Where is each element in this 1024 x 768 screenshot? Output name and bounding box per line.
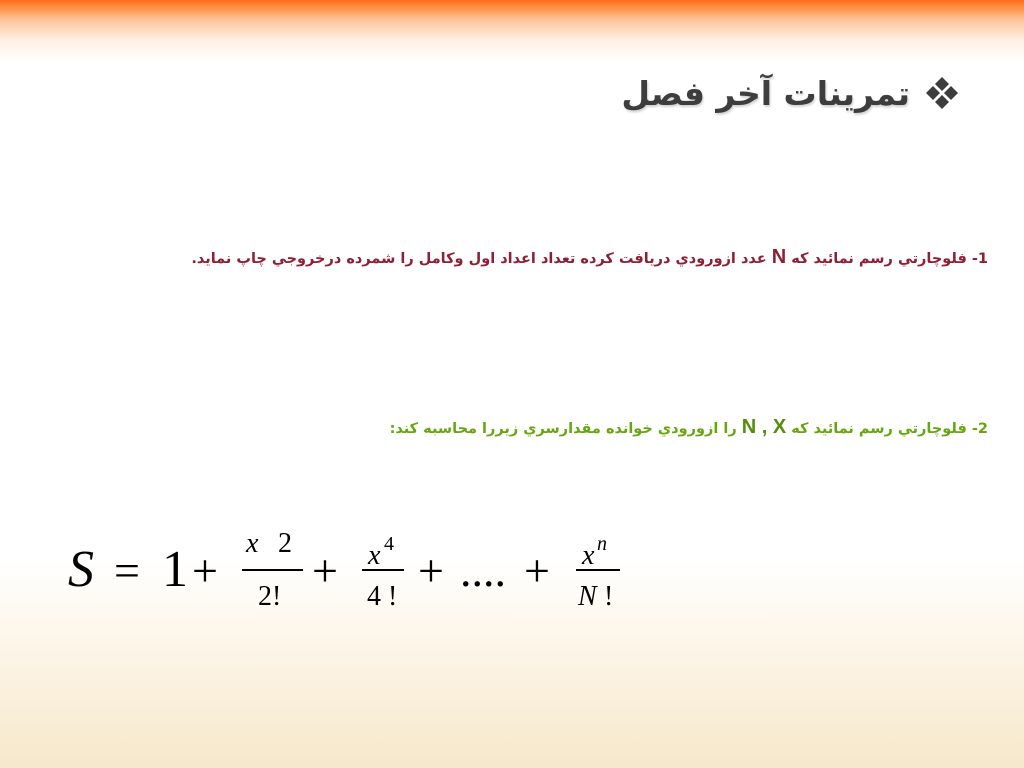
exercise-1-variable: N [771, 246, 787, 268]
exercise-1-text [191, 246, 988, 269]
exercise-2-variables: N , X [741, 416, 787, 438]
term-1-denominator: 2! [258, 581, 282, 612]
slide-title [621, 58, 960, 128]
term-1-numerator-exponent: 2 [278, 528, 292, 559]
four-diamond-bullet-icon [924, 75, 960, 111]
term-3-numerator-exponent: n [597, 533, 607, 555]
formula-one: 1 [162, 541, 188, 598]
exercise-2-number: 2- [971, 421, 988, 437]
term-3-denominator-factorial: ! [604, 581, 614, 612]
formula-plus-3: + [418, 545, 444, 596]
formula-plus-1: + [192, 545, 218, 596]
formula-lhs: S [68, 541, 94, 598]
formula-dots: .... [460, 545, 506, 596]
exercise-1-before: فلوچارتي رسم نمائيد كه [791, 251, 967, 267]
series-formula [64, 522, 634, 622]
exercise-2-after: را ازورودي خوانده مقدارسري زيررا محاسبه كند: [389, 421, 737, 437]
formula-plus-4: + [524, 545, 550, 596]
term-1-numerator-base: x [246, 528, 259, 559]
term-2-numerator-base: x [368, 540, 381, 571]
term-3-denominator-variable: N [578, 581, 597, 612]
exercise-2-before: فلوچارتي رسم نمائيد كه [791, 421, 967, 437]
term-2-numerator-exponent: 4 [384, 533, 394, 555]
exercise-2-text [390, 416, 988, 439]
formula-equals: = [114, 545, 140, 596]
exercise-1-after: عدد ازورودي دريافت كرده تعداد اعداد اول وكامل را شمرده درخروجي چاپ نمايد. [191, 251, 767, 267]
formula-plus-2: + [312, 545, 338, 596]
term-3-numerator-base: x [582, 540, 595, 571]
exercise-1-number: 1- [971, 251, 988, 267]
slide-title-text: تمرينات آخر فصل [621, 73, 910, 113]
term-2-denominator: 4 ! [367, 581, 398, 612]
